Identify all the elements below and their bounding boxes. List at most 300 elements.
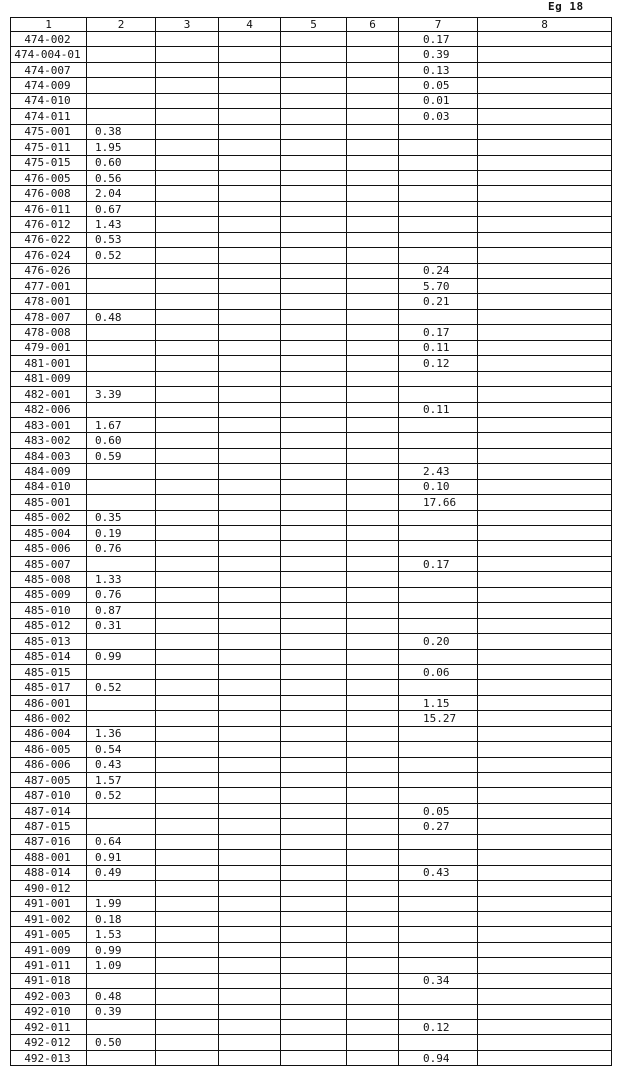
empty-cell <box>478 865 612 880</box>
empty-cell <box>347 634 399 649</box>
table-row <box>11 1035 612 1050</box>
row-id-cell: 485-010 <box>11 603 87 618</box>
empty-cell <box>156 788 219 803</box>
empty-cell <box>219 680 281 695</box>
empty-cell <box>219 572 281 587</box>
empty-cell <box>478 742 612 757</box>
empty-cell <box>156 186 219 201</box>
col2-value-cell <box>87 402 156 417</box>
table-row <box>11 556 612 571</box>
empty-cell <box>281 464 347 479</box>
empty-cell <box>219 186 281 201</box>
col2-value-cell <box>87 479 156 494</box>
col7-value-cell <box>399 526 478 541</box>
empty-cell <box>156 1004 219 1019</box>
table-row <box>11 433 612 448</box>
empty-cell <box>219 603 281 618</box>
empty-cell <box>219 649 281 664</box>
empty-cell <box>281 881 347 896</box>
empty-cell <box>156 479 219 494</box>
col7-value-cell <box>399 927 478 942</box>
col7-value-cell <box>399 217 478 232</box>
col2-value-cell: 0.53 <box>87 232 156 247</box>
row-id-cell: 488-014 <box>11 865 87 880</box>
empty-cell <box>156 294 219 309</box>
row-id-cell: 485-002 <box>11 510 87 525</box>
empty-cell <box>156 680 219 695</box>
col7-value-cell: 0.03 <box>399 109 478 124</box>
empty-cell <box>281 279 347 294</box>
empty-cell <box>347 680 399 695</box>
col2-value-cell <box>87 464 156 479</box>
col2-value-cell <box>87 78 156 93</box>
empty-cell <box>156 1050 219 1065</box>
empty-cell <box>347 881 399 896</box>
empty-cell <box>219 279 281 294</box>
col2-value-cell: 0.56 <box>87 170 156 185</box>
empty-cell <box>219 1035 281 1050</box>
row-id-cell: 482-001 <box>11 387 87 402</box>
empty-cell <box>347 526 399 541</box>
col7-value-cell <box>399 850 478 865</box>
col7-value-cell: 0.05 <box>399 78 478 93</box>
table-row <box>11 510 612 525</box>
col2-value-cell: 0.50 <box>87 1035 156 1050</box>
empty-cell <box>156 803 219 818</box>
table-row <box>11 217 612 232</box>
col2-value-cell <box>87 695 156 710</box>
empty-cell <box>281 186 347 201</box>
empty-cell <box>478 958 612 973</box>
empty-cell <box>478 618 612 633</box>
table-row <box>11 788 612 803</box>
data-table <box>10 17 612 1066</box>
empty-cell <box>478 62 612 77</box>
empty-cell <box>219 726 281 741</box>
row-id-cell: 485-013 <box>11 634 87 649</box>
empty-cell <box>219 387 281 402</box>
empty-cell <box>478 803 612 818</box>
empty-cell <box>156 881 219 896</box>
row-id-cell: 491-018 <box>11 973 87 988</box>
empty-cell <box>156 263 219 278</box>
empty-cell <box>281 479 347 494</box>
col7-value-cell: 15.27 <box>399 711 478 726</box>
table-row <box>11 417 612 432</box>
empty-cell <box>347 155 399 170</box>
table-row <box>11 170 612 185</box>
empty-cell <box>219 834 281 849</box>
table-row <box>11 711 612 726</box>
empty-cell <box>219 634 281 649</box>
col2-value-cell: 0.60 <box>87 433 156 448</box>
col7-value-cell <box>399 958 478 973</box>
table-row <box>11 371 612 386</box>
empty-cell <box>219 865 281 880</box>
empty-cell <box>347 757 399 772</box>
empty-cell <box>347 865 399 880</box>
row-id-cell: 477-001 <box>11 279 87 294</box>
col2-value-cell <box>87 634 156 649</box>
table-row <box>11 1050 612 1065</box>
table-row <box>11 356 612 371</box>
empty-cell <box>219 433 281 448</box>
empty-cell <box>156 47 219 62</box>
column-header-1: 1 <box>11 18 87 32</box>
empty-cell <box>281 309 347 324</box>
empty-cell <box>281 248 347 263</box>
table-row <box>11 850 612 865</box>
empty-cell <box>478 232 612 247</box>
empty-cell <box>478 834 612 849</box>
empty-cell <box>478 881 612 896</box>
empty-cell <box>478 911 612 926</box>
col7-value-cell: 0.34 <box>399 973 478 988</box>
empty-cell <box>478 201 612 216</box>
col7-value-cell <box>399 757 478 772</box>
col7-value-cell <box>399 433 478 448</box>
empty-cell <box>219 958 281 973</box>
row-id-cell: 485-012 <box>11 618 87 633</box>
table-row <box>11 927 612 942</box>
row-id-cell: 485-004 <box>11 526 87 541</box>
row-id-cell: 481-009 <box>11 371 87 386</box>
empty-cell <box>347 78 399 93</box>
col7-value-cell <box>399 911 478 926</box>
empty-cell <box>281 109 347 124</box>
empty-cell <box>347 541 399 556</box>
col7-value-cell <box>399 881 478 896</box>
row-id-cell: 486-006 <box>11 757 87 772</box>
empty-cell <box>478 309 612 324</box>
empty-cell <box>347 788 399 803</box>
empty-cell <box>219 340 281 355</box>
empty-cell <box>281 788 347 803</box>
col2-value-cell <box>87 263 156 278</box>
empty-cell <box>478 32 612 47</box>
col7-value-cell <box>399 618 478 633</box>
table-row <box>11 634 612 649</box>
col2-value-cell <box>87 340 156 355</box>
empty-cell <box>156 819 219 834</box>
empty-cell <box>281 742 347 757</box>
table-row <box>11 62 612 77</box>
col2-value-cell: 1.67 <box>87 417 156 432</box>
empty-cell <box>281 927 347 942</box>
col2-value-cell <box>87 371 156 386</box>
col7-value-cell <box>399 1035 478 1050</box>
empty-cell <box>347 587 399 602</box>
row-id-cell: 485-017 <box>11 680 87 695</box>
empty-cell <box>281 93 347 108</box>
col7-value-cell: 0.20 <box>399 634 478 649</box>
table-row <box>11 387 612 402</box>
col2-value-cell: 0.99 <box>87 942 156 957</box>
empty-cell <box>347 1004 399 1019</box>
col2-value-cell: 0.52 <box>87 248 156 263</box>
empty-cell <box>219 742 281 757</box>
row-id-cell: 479-001 <box>11 340 87 355</box>
empty-cell <box>347 1035 399 1050</box>
empty-cell <box>478 526 612 541</box>
empty-cell <box>156 309 219 324</box>
empty-cell <box>347 850 399 865</box>
column-header-6: 6 <box>347 18 399 32</box>
empty-cell <box>219 927 281 942</box>
table-row <box>11 124 612 139</box>
col2-value-cell: 1.99 <box>87 896 156 911</box>
empty-cell <box>156 603 219 618</box>
row-id-cell: 491-005 <box>11 927 87 942</box>
row-id-cell: 474-010 <box>11 93 87 108</box>
empty-cell <box>478 603 612 618</box>
empty-cell <box>478 402 612 417</box>
empty-cell <box>219 1050 281 1065</box>
col2-value-cell: 0.91 <box>87 850 156 865</box>
table-row <box>11 495 612 510</box>
empty-cell <box>347 140 399 155</box>
empty-cell <box>281 1020 347 1035</box>
empty-cell <box>219 464 281 479</box>
col7-value-cell: 0.13 <box>399 62 478 77</box>
col7-value-cell: 0.17 <box>399 556 478 571</box>
empty-cell <box>347 62 399 77</box>
col7-value-cell: 0.27 <box>399 819 478 834</box>
empty-cell <box>478 989 612 1004</box>
empty-cell <box>156 448 219 463</box>
empty-cell <box>156 958 219 973</box>
empty-cell <box>347 803 399 818</box>
empty-cell <box>347 726 399 741</box>
table-row <box>11 865 612 880</box>
empty-cell <box>156 711 219 726</box>
col7-value-cell <box>399 649 478 664</box>
row-id-cell: 484-003 <box>11 448 87 463</box>
empty-cell <box>347 464 399 479</box>
col2-value-cell: 0.60 <box>87 155 156 170</box>
col2-value-cell: 0.19 <box>87 526 156 541</box>
row-id-cell: 485-014 <box>11 649 87 664</box>
empty-cell <box>219 989 281 1004</box>
empty-cell <box>478 248 612 263</box>
empty-cell <box>281 325 347 340</box>
col7-value-cell: 17.66 <box>399 495 478 510</box>
empty-cell <box>281 989 347 1004</box>
empty-cell <box>219 124 281 139</box>
empty-cell <box>281 217 347 232</box>
table-row <box>11 896 612 911</box>
table-row <box>11 541 612 556</box>
empty-cell <box>478 217 612 232</box>
row-id-cell: 474-002 <box>11 32 87 47</box>
empty-cell <box>478 124 612 139</box>
empty-cell <box>156 387 219 402</box>
empty-cell <box>156 170 219 185</box>
empty-cell <box>156 927 219 942</box>
empty-cell <box>219 773 281 788</box>
empty-cell <box>347 325 399 340</box>
table-row <box>11 526 612 541</box>
empty-cell <box>347 989 399 1004</box>
col7-value-cell: 0.17 <box>399 325 478 340</box>
empty-cell <box>156 541 219 556</box>
empty-cell <box>156 93 219 108</box>
empty-cell <box>478 371 612 386</box>
empty-cell <box>219 248 281 263</box>
col2-value-cell: 1.53 <box>87 927 156 942</box>
row-id-cell: 485-007 <box>11 556 87 571</box>
table-row <box>11 448 612 463</box>
page-label: Eg 18 <box>548 0 584 13</box>
empty-cell <box>156 32 219 47</box>
empty-cell <box>478 47 612 62</box>
row-id-cell: 476-022 <box>11 232 87 247</box>
table-row <box>11 263 612 278</box>
col2-value-cell: 0.48 <box>87 309 156 324</box>
empty-cell <box>478 140 612 155</box>
col7-value-cell <box>399 788 478 803</box>
empty-cell <box>156 109 219 124</box>
empty-cell <box>347 417 399 432</box>
empty-cell <box>156 587 219 602</box>
empty-cell <box>156 664 219 679</box>
empty-cell <box>478 695 612 710</box>
empty-cell <box>219 62 281 77</box>
empty-cell <box>219 495 281 510</box>
empty-cell <box>347 109 399 124</box>
empty-cell <box>219 819 281 834</box>
empty-cell <box>347 32 399 47</box>
empty-cell <box>281 433 347 448</box>
empty-cell <box>156 140 219 155</box>
empty-cell <box>156 726 219 741</box>
row-id-cell: 481-001 <box>11 356 87 371</box>
empty-cell <box>347 510 399 525</box>
data-sheet <box>10 17 611 1066</box>
empty-cell <box>281 556 347 571</box>
empty-cell <box>219 217 281 232</box>
col2-value-cell: 1.33 <box>87 572 156 587</box>
empty-cell <box>478 510 612 525</box>
col2-value-cell <box>87 819 156 834</box>
empty-cell <box>219 294 281 309</box>
empty-cell <box>281 78 347 93</box>
col7-value-cell: 0.10 <box>399 479 478 494</box>
empty-cell <box>347 911 399 926</box>
col7-value-cell: 0.12 <box>399 1020 478 1035</box>
row-id-cell: 484-010 <box>11 479 87 494</box>
empty-cell <box>347 47 399 62</box>
empty-cell <box>281 170 347 185</box>
empty-cell <box>281 834 347 849</box>
empty-cell <box>478 927 612 942</box>
row-id-cell: 485-009 <box>11 587 87 602</box>
empty-cell <box>478 78 612 93</box>
col7-value-cell <box>399 387 478 402</box>
col2-value-cell <box>87 1020 156 1035</box>
empty-cell <box>219 417 281 432</box>
empty-cell <box>219 170 281 185</box>
row-id-cell: 486-004 <box>11 726 87 741</box>
empty-cell <box>347 279 399 294</box>
empty-cell <box>478 356 612 371</box>
empty-cell <box>478 572 612 587</box>
col7-value-cell: 0.12 <box>399 356 478 371</box>
empty-cell <box>156 464 219 479</box>
col7-value-cell: 5.70 <box>399 279 478 294</box>
col7-value-cell <box>399 201 478 216</box>
row-id-cell: 492-011 <box>11 1020 87 1035</box>
row-id-cell: 476-005 <box>11 170 87 185</box>
empty-cell <box>281 387 347 402</box>
table-row <box>11 109 612 124</box>
empty-cell <box>281 711 347 726</box>
col7-value-cell <box>399 248 478 263</box>
empty-cell <box>347 217 399 232</box>
empty-cell <box>156 402 219 417</box>
col2-value-cell: 1.57 <box>87 773 156 788</box>
col2-value-cell: 0.76 <box>87 587 156 602</box>
empty-cell <box>478 479 612 494</box>
empty-cell <box>219 973 281 988</box>
empty-cell <box>219 896 281 911</box>
empty-cell <box>219 803 281 818</box>
col2-value-cell <box>87 1050 156 1065</box>
empty-cell <box>281 649 347 664</box>
empty-cell <box>219 325 281 340</box>
table-row <box>11 819 612 834</box>
col7-value-cell: 0.39 <box>399 47 478 62</box>
empty-cell <box>156 649 219 664</box>
empty-cell <box>478 109 612 124</box>
column-header-8: 8 <box>478 18 612 32</box>
table-row <box>11 340 612 355</box>
col2-value-cell <box>87 294 156 309</box>
empty-cell <box>347 834 399 849</box>
empty-cell <box>347 742 399 757</box>
empty-cell <box>156 572 219 587</box>
empty-cell <box>347 664 399 679</box>
col2-value-cell <box>87 62 156 77</box>
table-row <box>11 603 612 618</box>
table-row <box>11 757 612 772</box>
row-id-cell: 483-002 <box>11 433 87 448</box>
empty-cell <box>347 1020 399 1035</box>
table-row <box>11 726 612 741</box>
empty-cell <box>347 309 399 324</box>
empty-cell <box>478 325 612 340</box>
col2-value-cell: 0.87 <box>87 603 156 618</box>
empty-cell <box>478 170 612 185</box>
col2-value-cell: 0.48 <box>87 989 156 1004</box>
col2-value-cell <box>87 711 156 726</box>
empty-cell <box>347 695 399 710</box>
row-id-cell: 492-010 <box>11 1004 87 1019</box>
empty-cell <box>281 371 347 386</box>
row-id-cell: 476-008 <box>11 186 87 201</box>
empty-cell <box>219 618 281 633</box>
col7-value-cell <box>399 232 478 247</box>
empty-cell <box>219 140 281 155</box>
empty-cell <box>281 448 347 463</box>
row-id-cell: 478-001 <box>11 294 87 309</box>
table-row <box>11 572 612 587</box>
col7-value-cell <box>399 510 478 525</box>
row-id-cell: 482-006 <box>11 402 87 417</box>
empty-cell <box>281 294 347 309</box>
table-row <box>11 942 612 957</box>
col2-value-cell <box>87 325 156 340</box>
